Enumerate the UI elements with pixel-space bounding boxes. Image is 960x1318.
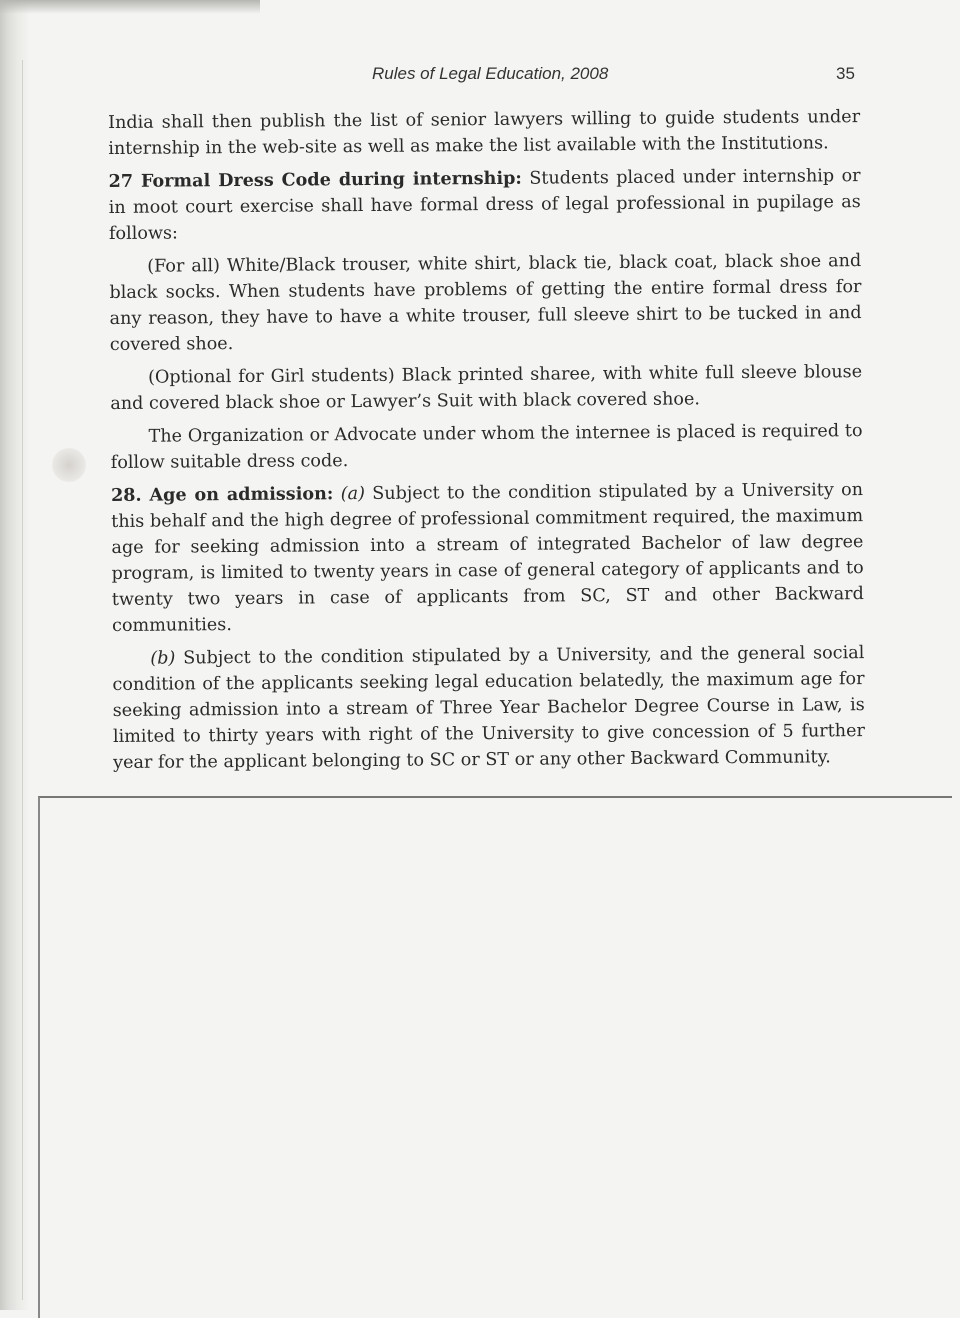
clause-a-text: Subject to the condition stipulated by a University on this behalf and the high degree of professional commitment required, the maximum age for seeking admission into a stream of integrated Bachelor of law degree program, is limited to twenty years in case of general category of applicants and to twenty two years in case of applicants from SC, ST and other Backward communities.: [111, 480, 864, 636]
page-fold-line: [22, 60, 23, 1300]
clause-a-marker: (a): [340, 483, 366, 505]
section-27-heading: 27 Formal Dress Code during internship:: [108, 167, 522, 192]
dress-code-for-all: (For all) White/Black trouser, white shirt, black tie, black coat, black shoe and black socks. When students have problems of getting the entire formal dress for any reason, they have to have a white trouser, full sleeve shirt to be tucked in and covered shoe.: [109, 251, 862, 355]
section-27-text: Students placed under internship or in moot court exercise shall have formal dress of legal professional in pupilage as follows:: [108, 166, 861, 244]
page-number: 35: [836, 64, 855, 83]
page-header: [0, 64, 960, 88]
dress-code-optional-girls: (Optional for Girl students) Black printed sharee, with white full sleeve blouse and covered black shoe or Lawyer’s Suit with black covered shoe.: [110, 362, 863, 414]
running-header-title: Rules of Legal Education, 2008: [372, 64, 609, 83]
scan-edge-shadow: [0, 0, 30, 1310]
paragraph-continuation: India shall then publish the list of senior lawyers willing to guide students under internship in the web-site as well as make the list available with the Institutions.: [108, 107, 861, 159]
empty-bordered-box: [38, 796, 952, 1318]
section-28-heading: 28. Age on admission:: [110, 483, 334, 506]
clause-b-marker: (b): [150, 648, 176, 669]
organization-dress-code: The Organization or Advocate under whom the internee is placed is required to follow suitable dress code.: [110, 421, 863, 473]
punch-hole-mark: [52, 448, 86, 482]
section-28b: [112, 640, 865, 776]
page-body: [108, 104, 865, 783]
section-27: [108, 163, 861, 247]
section-28a: [111, 477, 864, 639]
scan-top-shadow: [0, 0, 260, 14]
clause-b-text: Subject to the condition stipulated by a University, and the general social condition of the applicants seeking legal education belatedly, the maximum age for seeking admission into a stream of Three Year Bachelor Degree Course in Law, is limited to thirty years with right of the University to give concession of 5 further year for the applicant belonging to SC or ST or any other Backward Community.: [112, 643, 865, 773]
